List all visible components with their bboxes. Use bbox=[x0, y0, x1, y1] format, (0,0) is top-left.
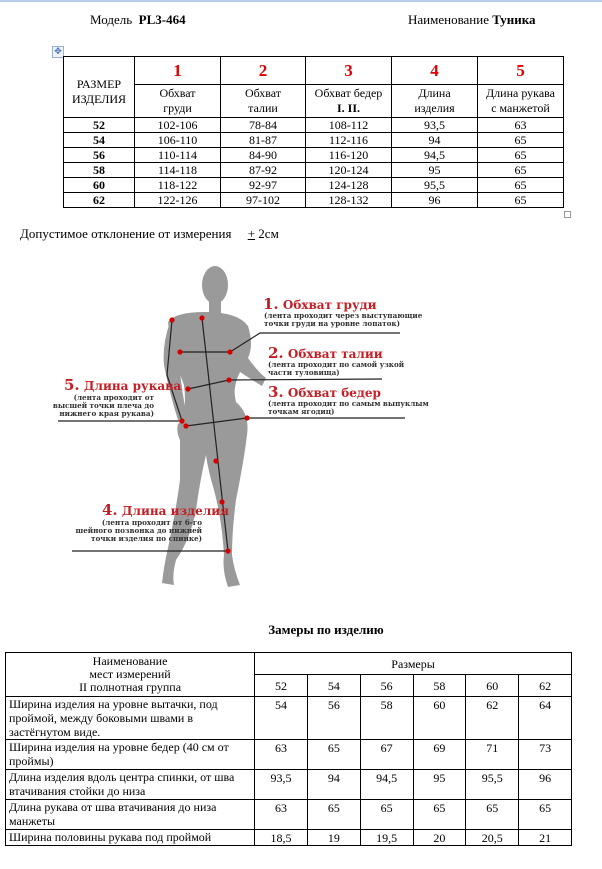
measurement-label: Ширина половины рукава под проймой bbox=[6, 830, 255, 846]
svg-text:4. Длина изделия bbox=[102, 501, 229, 519]
garment-header-row bbox=[6, 653, 572, 675]
table-cell: 97-102 bbox=[221, 193, 306, 208]
table-cell: 108-112 bbox=[306, 118, 392, 133]
table-cell: 65 bbox=[413, 800, 466, 830]
table-row bbox=[6, 770, 572, 800]
table-cell: 65 bbox=[478, 163, 564, 178]
measurement-label: Длина рукава от шва втачивания до низа манжеты bbox=[6, 800, 255, 830]
table-cell: 65 bbox=[519, 800, 572, 830]
annotation-note: (лента проходит от 6-го bbox=[101, 518, 202, 527]
measurement-label: Ширина изделия на уровне вытачки, под проймой, между боковыми швами в застёгнутом виде. bbox=[6, 697, 255, 740]
annotation-sleeve bbox=[53, 376, 182, 418]
column-header-line: I. II. bbox=[336, 101, 360, 115]
size-cell: 56 bbox=[64, 148, 135, 163]
size-chart-table bbox=[63, 56, 564, 208]
annotation-number: 1. bbox=[263, 295, 279, 313]
table-cell: 93,5 bbox=[392, 118, 478, 133]
column-header-waist bbox=[221, 85, 306, 118]
marker-bust-left bbox=[177, 349, 182, 354]
table-row bbox=[64, 163, 564, 178]
table-cell: 94 bbox=[307, 770, 360, 800]
marker-bust-right bbox=[227, 349, 232, 354]
marker-neck bbox=[199, 315, 204, 320]
table-cell: 65 bbox=[478, 178, 564, 193]
table-cell: 95,5 bbox=[466, 770, 519, 800]
annotation-note: нижнего края рукава) bbox=[59, 409, 154, 418]
marker-hip-right bbox=[244, 415, 249, 420]
table-cell: 69 bbox=[413, 740, 466, 770]
window-top-border bbox=[0, 0, 602, 2]
garment-measurements-table bbox=[5, 652, 572, 846]
table-cell: 110-114 bbox=[135, 148, 221, 163]
table-cell: 87-92 bbox=[221, 163, 306, 178]
table-cell: 122-126 bbox=[135, 193, 221, 208]
table-cell: 120-124 bbox=[306, 163, 392, 178]
header-line: Наименование bbox=[92, 654, 168, 668]
size-cell: 54 bbox=[64, 133, 135, 148]
annotation-length bbox=[75, 501, 229, 543]
table-cell: 65 bbox=[360, 800, 413, 830]
marker-waist-left bbox=[185, 386, 190, 391]
annotation-title: Обхват груди bbox=[282, 298, 377, 312]
size-cell: 58 bbox=[64, 163, 135, 178]
column-header-line: талии bbox=[248, 101, 278, 115]
size-column-header: 56 bbox=[360, 675, 413, 697]
table-cell: 65 bbox=[307, 800, 360, 830]
column-header-line: с манжетой bbox=[491, 101, 550, 115]
svg-text:5. Длина рукава bbox=[64, 376, 181, 394]
column-number: 3 bbox=[306, 57, 392, 85]
table-cell: 67 bbox=[360, 740, 413, 770]
annotation-note: шейного позвонка до нижней bbox=[75, 526, 202, 535]
table-cell: 95,5 bbox=[392, 178, 478, 193]
header-line: мест измерений bbox=[89, 667, 171, 681]
tolerance-label: Допустимое отклонение от измерения bbox=[20, 226, 232, 241]
table-cell: 64 bbox=[519, 697, 572, 740]
table-cell: 128-132 bbox=[306, 193, 392, 208]
annotation-note: части туловища) bbox=[268, 368, 340, 377]
annotation-number: 2. bbox=[268, 344, 284, 362]
table-cell: 81-87 bbox=[221, 133, 306, 148]
table-cell: 65 bbox=[466, 800, 519, 830]
annotation-note: высшей точки плеча до bbox=[52, 401, 154, 410]
table-cell: 63 bbox=[255, 800, 308, 830]
size-column-header: 60 bbox=[466, 675, 519, 697]
column-header-line: Обхват bbox=[244, 86, 282, 100]
table-cell: 60 bbox=[413, 697, 466, 740]
marker-hip-left bbox=[183, 423, 188, 428]
table-cell: 78-84 bbox=[221, 118, 306, 133]
table-row bbox=[6, 830, 572, 846]
table-cell: 95 bbox=[413, 770, 466, 800]
table-row bbox=[64, 133, 564, 148]
neck-shape bbox=[209, 299, 221, 313]
model-value: PL3-464 bbox=[138, 12, 186, 27]
size-cell: 60 bbox=[64, 178, 135, 193]
annotation-title: Длина изделия bbox=[121, 504, 230, 518]
annotation-bust bbox=[263, 295, 423, 328]
sizes-header: Размеры bbox=[255, 653, 572, 675]
table-cell: 124-128 bbox=[306, 178, 392, 193]
table-cell: 94,5 bbox=[392, 148, 478, 163]
table-cell: 95 bbox=[392, 163, 478, 178]
table-cell: 114-118 bbox=[135, 163, 221, 178]
marker-waist-right bbox=[226, 377, 231, 382]
table-cell: 94,5 bbox=[360, 770, 413, 800]
table-row bbox=[64, 118, 564, 133]
size-table-number-row bbox=[64, 57, 564, 85]
tolerance-value: 2см bbox=[258, 226, 279, 241]
table-cell: 96 bbox=[519, 770, 572, 800]
marker-sleeve-end bbox=[179, 418, 184, 423]
table-cell: 63 bbox=[478, 118, 564, 133]
size-header-text: РАЗМЕР ИЗДЕЛИЯ bbox=[71, 77, 127, 106]
column-number: 1 bbox=[135, 57, 221, 85]
table-cell: 62 bbox=[466, 697, 519, 740]
column-header-line: Обхват бедер bbox=[314, 86, 383, 100]
size-column-header: 54 bbox=[307, 675, 360, 697]
column-header-line: груди bbox=[163, 101, 192, 115]
annotation-number: 5. bbox=[64, 376, 80, 394]
column-number: 4 bbox=[392, 57, 478, 85]
size-column-header: 52 bbox=[255, 675, 308, 697]
table-cell: 65 bbox=[307, 740, 360, 770]
column-header-line: Обхват bbox=[159, 86, 196, 100]
annotation-note: точки изделия по спинке) bbox=[91, 534, 202, 543]
annotation-number: 3. bbox=[268, 383, 284, 401]
table-cell: 20,5 bbox=[466, 830, 519, 846]
table-cell: 71 bbox=[466, 740, 519, 770]
column-header-line: Длина рукава bbox=[486, 86, 555, 100]
size-cell: 52 bbox=[64, 118, 135, 133]
tolerance-note bbox=[20, 226, 279, 242]
annotation-note: точкам ягодиц) bbox=[268, 407, 335, 416]
measurement-name-header bbox=[6, 653, 255, 697]
annotation-title: Обхват бедер bbox=[287, 386, 381, 400]
table-row bbox=[6, 800, 572, 830]
column-header-line: изделия bbox=[414, 101, 455, 115]
size-table-label-row bbox=[64, 85, 564, 118]
column-header-sleeve bbox=[478, 85, 564, 118]
table-row bbox=[64, 193, 564, 208]
column-header-hips bbox=[306, 85, 392, 118]
annotation-title: Обхват талии bbox=[287, 347, 383, 361]
table-cell: 116-120 bbox=[306, 148, 392, 163]
table-cell: 56 bbox=[307, 697, 360, 740]
annotation-number: 4. bbox=[102, 501, 118, 519]
table-cell: 106-110 bbox=[135, 133, 221, 148]
column-header-line: Длина bbox=[418, 86, 451, 100]
table-cell: 58 bbox=[360, 697, 413, 740]
table-cell: 21 bbox=[519, 830, 572, 846]
size-cell: 62 bbox=[64, 193, 135, 208]
annotation-note: точки груди на уровне лопаток) bbox=[264, 319, 400, 328]
column-header-length bbox=[392, 85, 478, 118]
annotation-title: Длина рукава bbox=[83, 379, 182, 393]
annotation-note: (лента проходит по самой узкой bbox=[268, 360, 405, 369]
table-move-handle-icon[interactable]: ✥ bbox=[52, 46, 64, 58]
table-cell: 20 bbox=[413, 830, 466, 846]
annotation-waist bbox=[268, 344, 405, 377]
model-label: Модель bbox=[90, 12, 133, 27]
table-cell: 19,5 bbox=[360, 830, 413, 846]
table-cell: 65 bbox=[478, 148, 564, 163]
table-row bbox=[6, 697, 572, 740]
size-header-cell bbox=[64, 57, 135, 118]
table-cell: 92-97 bbox=[221, 178, 306, 193]
measurement-diagram bbox=[0, 255, 602, 595]
marker-back-end bbox=[225, 548, 230, 553]
table-cell: 65 bbox=[478, 193, 564, 208]
product-name-header bbox=[408, 12, 536, 28]
name-label: Наименование bbox=[408, 12, 489, 27]
annotation-note: (лента проходит по самым выпуклым bbox=[268, 399, 429, 408]
table-row bbox=[64, 178, 564, 193]
model-header bbox=[90, 12, 186, 28]
table-cell: 18,5 bbox=[255, 830, 308, 846]
column-number: 2 bbox=[221, 57, 306, 85]
table-row bbox=[6, 740, 572, 770]
annotation-note: (лента проходит от bbox=[73, 393, 154, 402]
head-shape bbox=[202, 266, 228, 304]
table-cell: 73 bbox=[519, 740, 572, 770]
table-cell: 54 bbox=[255, 697, 308, 740]
size-column-header: 58 bbox=[413, 675, 466, 697]
name-value: Туника bbox=[492, 12, 536, 27]
table-cell: 94 bbox=[392, 133, 478, 148]
header-line: II полнотная группа bbox=[79, 680, 182, 694]
table-cell: 84-90 bbox=[221, 148, 306, 163]
size-column-header: 62 bbox=[519, 675, 572, 697]
table-cell: 96 bbox=[392, 193, 478, 208]
column-header-bust bbox=[135, 85, 221, 118]
annotation-note: (лента проходит через выступающие bbox=[264, 311, 423, 320]
table-cell: 112-116 bbox=[306, 133, 392, 148]
table-row bbox=[64, 148, 564, 163]
table-cell: 19 bbox=[307, 830, 360, 846]
marker-back-1 bbox=[213, 458, 218, 463]
table-resize-handle[interactable] bbox=[564, 211, 571, 218]
measurement-label: Ширина изделия на уровне бедер (40 см от проймы) bbox=[6, 740, 255, 770]
plus-minus-sign: + bbox=[247, 226, 256, 241]
table-cell: 93,5 bbox=[255, 770, 308, 800]
measurement-label: Длина изделия вдоль центра спинки, от шва втачивания стойки до низа bbox=[6, 770, 255, 800]
garment-measurements-title: Замеры по изделию bbox=[268, 622, 384, 637]
table-cell: 63 bbox=[255, 740, 308, 770]
column-number: 5 bbox=[478, 57, 564, 85]
table-cell: 65 bbox=[478, 133, 564, 148]
table-cell: 118-122 bbox=[135, 178, 221, 193]
annotation-hips bbox=[268, 383, 429, 416]
marker-shoulder bbox=[169, 317, 174, 322]
table-cell: 102-106 bbox=[135, 118, 221, 133]
